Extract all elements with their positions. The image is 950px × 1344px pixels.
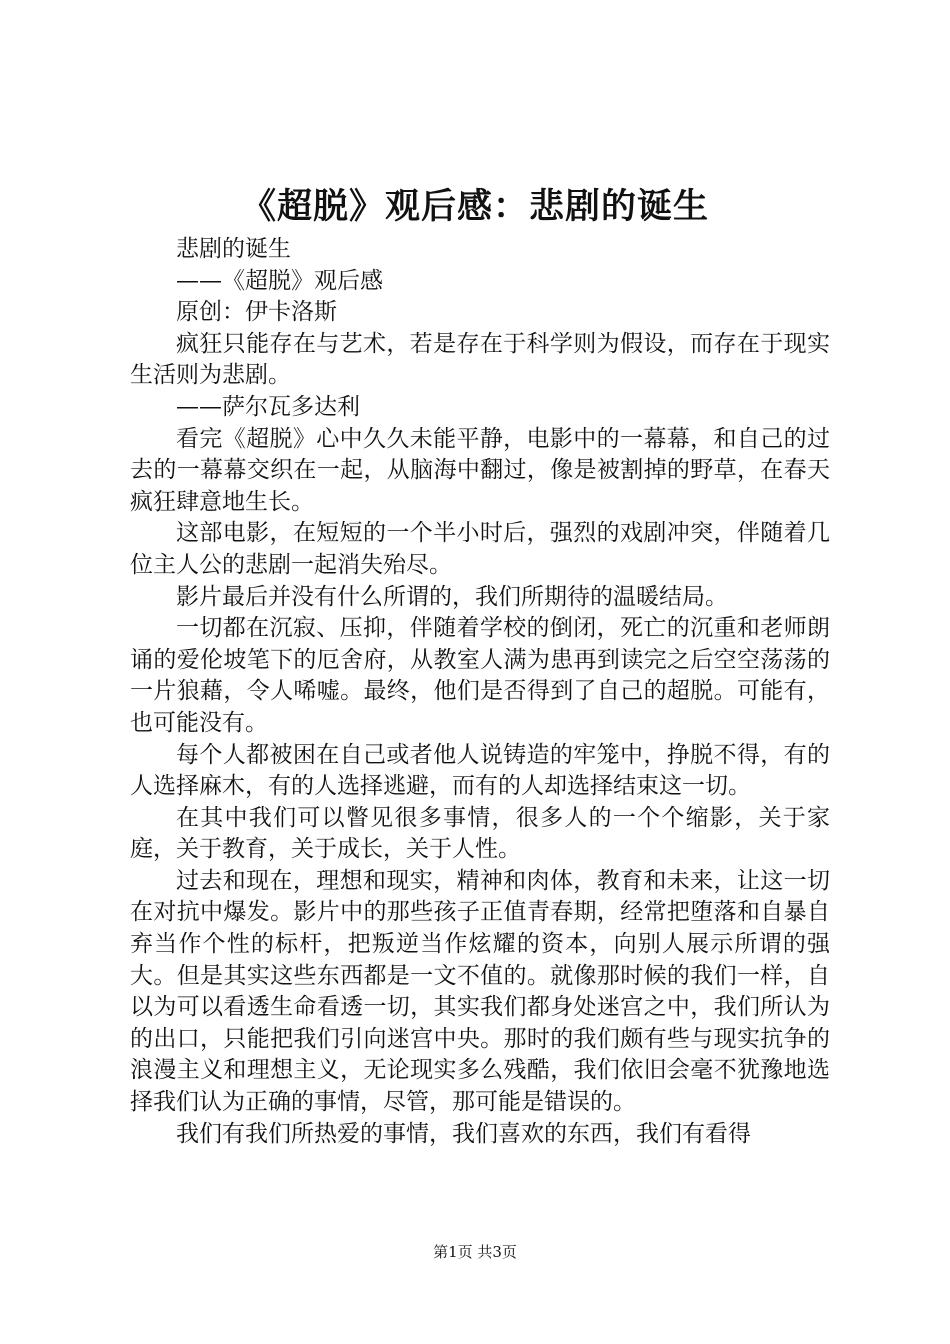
paragraph: 我们有我们所热爱的事情，我们喜欢的东西，我们有看得 xyxy=(176,1120,751,1147)
document-body xyxy=(130,234,830,1150)
paragraph: 看完《超脱》心中久久未能平静，电影中的一幕幕，和自己的过去的一幕幕交织在一起，从脑海中翻过，像是被割掉的野草，在春天疯狂肆意地生长。 xyxy=(130,425,830,515)
paragraph: ——《超脱》观后感 xyxy=(176,267,383,294)
document-title: 《超脱》观后感：悲剧的诞生 xyxy=(240,186,709,227)
paragraph: 影片最后并没有什么所谓的，我们所期待的温暖结局。 xyxy=(176,583,728,610)
paragraph: 疯狂只能存在与艺术，若是存在于科学则为假设，而存在于现实生活则为悲剧。 xyxy=(130,330,830,389)
paragraph: 过去和现在，理想和现实，精神和肉体，教育和未来，让这一切在对抗中爆发。影片中的那些孩子正值青春期，经常把堕落和自暴自弃当作个性的标杆，把叛逆当作炫耀的资本，向别人展示所谓的强大。但是其实这些东西都是一文不值的。就像那时候的我们一样，自以为可以看透生命看透一切，其实我们都身处迷宫之中，我们所认为的出口，只能把我们引向迷宫中央。那时的我们颇有些与现实抗争的浪漫主义和理想主义，无论现实多么残酷，我们依旧会毫不犹豫地选择我们认为正确的事情，尽管，那可能是错误的。 xyxy=(130,867,830,1116)
paragraph: 在其中我们可以瞥见很多事情，很多人的一个个缩影，关于家庭，关于教育，关于成长，关于人性。 xyxy=(130,804,830,863)
page-footer: 第1页 共3页 xyxy=(433,1243,517,1261)
paragraph: 悲剧的诞生 xyxy=(176,236,291,262)
paragraph: 原创：伊卡洛斯 xyxy=(176,299,337,326)
paragraph: 这部电影，在短短的一个半小时后，强烈的戏剧冲突，伴随着几位主人公的悲剧一起消失殆尽。 xyxy=(130,520,830,578)
paragraph: 每个人都被困在自己或者他人说铸造的牢笼中，挣脱不得，有的人选择麻木，有的人选择逃避，而有的人却选择结束这一切。 xyxy=(130,741,830,800)
paragraph: 一切都在沉寂、压抑，伴随着学校的倒闭，死亡的沉重和老师朗诵的爱伦坡笔下的厄舍府，从教室人满为患再到读完之后空空荡荡的一片狼藉，令人唏嘘。最终，他们是否得到了自己的超脱。可能有，也可能没有。 xyxy=(130,615,830,736)
paragraph: ——萨尔瓦多达利 xyxy=(176,393,360,420)
